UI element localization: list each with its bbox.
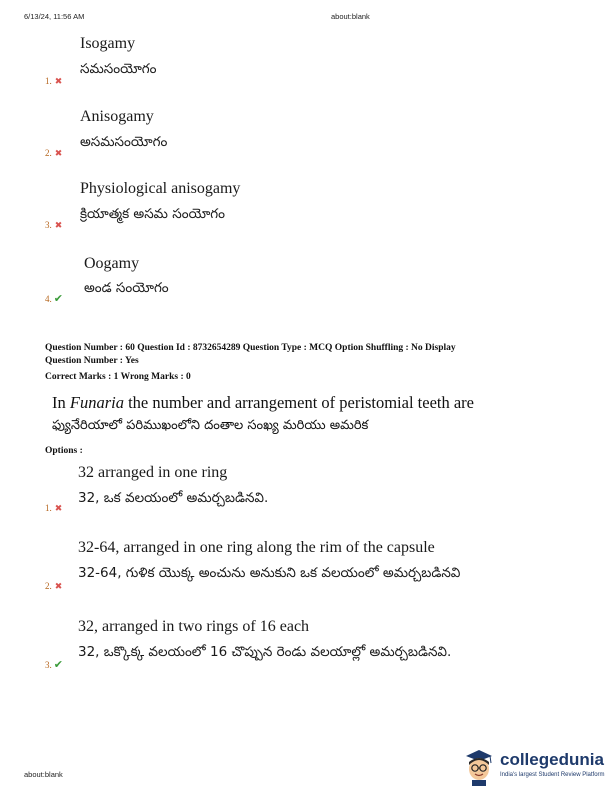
options-label: Options : — [45, 446, 83, 456]
prev-option-2-number — [45, 148, 62, 159]
question-text-suffix: the number and arrangement of peristomial teeth are — [128, 393, 474, 412]
collegedunia-logo — [460, 746, 610, 786]
prev-option-3-number — [45, 220, 62, 231]
prev-option-2-en: Anisogamy — [80, 108, 154, 125]
mascot-icon — [460, 746, 498, 786]
print-footer-url: about:blank — [24, 770, 63, 779]
prev-option-3-te: క్రియాత్మక అసమ సంయోగం — [80, 206, 225, 222]
option-1-te: 32, ఒక వలయంలో అమర్చబడినవి. — [78, 490, 269, 506]
option-3-te: 32, ఒక్కొక్క వలయంలో 16 చొప్పున రెండు వలయాల్లో అమర్చబడినవి. — [78, 644, 452, 660]
prev-option-1-en: Isogamy — [80, 35, 136, 52]
correct-icon: ✔ — [53, 658, 63, 671]
prev-option-1-number — [45, 76, 62, 87]
prev-option-1-te: సమసంయోగం — [80, 61, 157, 77]
wrong-icon: ✖ — [54, 582, 63, 592]
option-1-number — [45, 503, 62, 514]
option-number: 2. — [45, 148, 52, 158]
question-text-italic: Funaria — [69, 393, 124, 412]
option-2-en: 32-64, arranged in one ring along the rim of the capsule — [78, 539, 435, 556]
prev-option-4-number — [45, 292, 63, 305]
question-text-prefix: In — [52, 393, 66, 412]
logo-tagline: India's largest Student Review Platform — [500, 772, 605, 778]
question-text-en — [52, 393, 474, 413]
option-3-number — [45, 658, 63, 671]
option-number: 1. — [45, 503, 52, 513]
correct-icon: ✔ — [53, 292, 63, 305]
option-3-en: 32, arranged in two rings of 16 each — [78, 618, 310, 635]
question-meta-line-2: Question Number : Yes — [45, 356, 139, 366]
prev-option-4-en: Oogamy — [84, 255, 140, 272]
option-number: 2. — [45, 581, 52, 591]
prev-option-3-en: Physiological anisogamy — [80, 180, 241, 197]
option-number: 4. — [45, 294, 52, 304]
logo-wordmark: collegedunia — [500, 750, 604, 769]
wrong-icon: ✖ — [54, 149, 63, 159]
question-text-te: ఫ్యునేరియాలో పరిముఖంలోని దంతాల సంఖ్య మరియు అమరిక — [52, 418, 369, 433]
option-number: 1. — [45, 76, 52, 86]
prev-option-2-te: అసమసంయోగం — [80, 134, 168, 150]
option-2-te: 32-64, గుళిక యొక్క అంచును అనుకుని ఒక వలయంలో అమర్చబడినవి — [78, 565, 461, 581]
option-1-en: 32 arranged in one ring — [78, 464, 228, 481]
wrong-icon: ✖ — [54, 77, 63, 87]
question-meta-line-3: Correct Marks : 1 Wrong Marks : 0 — [45, 372, 191, 382]
option-2-number — [45, 581, 62, 592]
option-number: 3. — [45, 220, 52, 230]
wrong-icon: ✖ — [54, 504, 63, 514]
prev-option-4-te: అండ సంయోగం — [84, 280, 169, 296]
question-meta-line-1: Question Number : 60 Question Id : 8732654289 Question Type : MCQ Option Shuffling : No Display — [45, 343, 456, 353]
wrong-icon: ✖ — [54, 221, 63, 231]
print-page-url: about:blank — [331, 12, 370, 21]
option-number: 3. — [45, 660, 52, 670]
print-datetime: 6/13/24, 11:56 AM — [24, 12, 85, 21]
